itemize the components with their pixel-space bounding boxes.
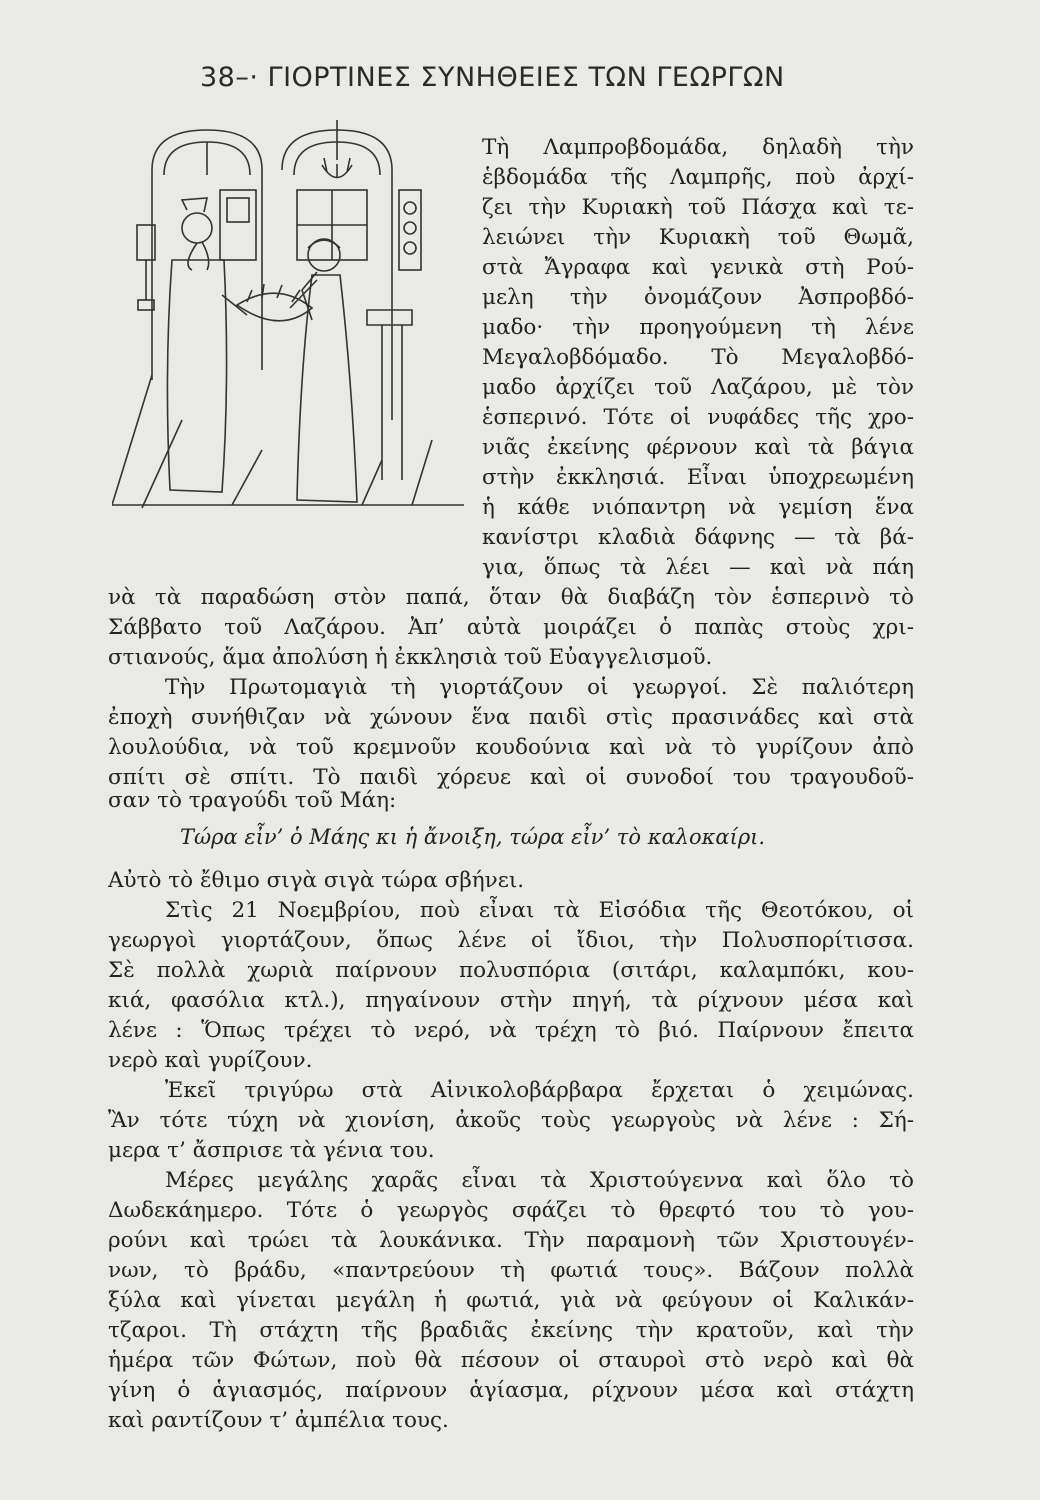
text-line: στιανούς, ἅμα ἀπολύση ἡ ἐκκλησιὰ τοῦ Εὐαγγελισμοῦ.: [108, 645, 713, 670]
text-line: λουλούδια, νὰ τοῦ κρεμνοῦν κουδούνια καὶ νὰ τὸ γυρίζουν ἀπὸ: [108, 735, 914, 760]
text-line: νων, τὸ βράδυ, «παντρεύουν τὴ φωτιά τους». Βάζουν πολλὰ: [108, 1258, 914, 1283]
text-line: Σάββατο τοῦ Λαζάρου. Ἀπ’ αὐτὰ μοιράζει ὁ παπὰς στοὺς χρι-: [108, 615, 914, 640]
text-line: Τὴ Λαμπροβδομάδα, δηλαδὴ τὴν: [482, 135, 914, 160]
text-line: Μέρες μεγάλης χαρᾶς εἶναι τὰ Χριστούγεννα καὶ ὅλο τὸ: [165, 1168, 914, 1193]
text-line: τζαροι. Τὴ στάχτη τῆς βραδιᾶς ἐκείνης τὴν κρατοῦν, καὶ τὴν: [108, 1318, 914, 1343]
text-line: ἑσπερινό. Τότε οἱ νυφάδες τῆς χρο-: [482, 405, 914, 430]
text-line: νὰ τὰ παραδώση στὸν παπά, ὅταν θὰ διαβάζη τὸν ἑσπερινὸ τὸ: [108, 585, 914, 610]
text-line: ρούνι καὶ τρώει τὰ λουκάνικα. Τὴν παραμονὴ τῶν Χριστουγέν-: [108, 1228, 914, 1253]
text-line: κιά, φασόλια κτλ.), πηγαίνουν στὴν πηγή, τὰ ρίχνουν μέσα καὶ: [108, 988, 914, 1013]
text-line: γεωργοὶ γιορτάζουν, ὅπως λένε οἱ ἴδιοι, τὴν Πολυσπορίτισσα.: [108, 928, 914, 953]
text-line: μελη τὴν ὀνομάζουν Ἀσπροβδό-: [482, 285, 914, 310]
text-line: μαδο· τὴν προηγούμενη τὴ λένε: [482, 315, 914, 340]
text-line: μαδο ἀρχίζει τοῦ Λαζάρου, μὲ τὸν: [482, 375, 914, 400]
text-line: Αὐτὸ τὸ ἔθιμο σιγὰ σιγὰ τώρα σβήνει.: [108, 868, 525, 893]
text-line: ἡμέρα τῶν Φώτων, ποὺ θὰ πέσουν οἱ σταυροὶ στὸ νερὸ καὶ θὰ: [108, 1348, 914, 1373]
text-line: σπίτι σὲ σπίτι. Τὸ παιδὶ χόρευε καὶ οἱ συνοδοί του τραγουδοῦ-: [108, 765, 914, 790]
page-header: 38–· ΓΙΟΡΤΙΝΕΣ ΣΥΝΗΘΕΙΕΣ ΤΩΝ ΓΕΩΡΓΩΝ: [200, 62, 785, 93]
text-line: ἐποχὴ συνήθιζαν νὰ χώνουν ἕνα παιδὶ στὶς πρασινάδες καὶ στὰ: [108, 705, 914, 730]
text-line: λένε : Ὅπως τρέχει τὸ νερό, νὰ τρέχη τὸ βιό. Παίρνουν ἔπειτα: [108, 1018, 914, 1043]
text-line: ἑβδομάδα τῆς Λαμπρῆς, ποὺ ἀρχί-: [482, 165, 914, 190]
text-line: νερὸ καὶ γυρίζουν.: [108, 1048, 313, 1073]
text-line: Στὶς 21 Νοεμβρίου, ποὺ εἶναι τὰ Εἰσόδια τῆς Θεοτόκου, οἱ: [165, 898, 914, 923]
text-line: Σὲ πολλὰ χωριὰ παίρνουν πολυσπόρια (σιτάρι, καλαμπόκι, κου-: [108, 958, 914, 983]
text-line: Τὴν Πρωτομαγιὰ τὴ γιορτάζουν οἱ γεωργοί. Σὲ παλιότερη: [165, 675, 914, 700]
text-line: κανίστρι κλαδιὰ δάφνης — τὰ βά-: [482, 525, 914, 550]
verse-quote: Τώρα εἶν’ ὁ Μάης κι ἡ ἄνοιξη, τώρα εἶν’ τὸ καλοκαίρι.: [180, 825, 766, 849]
text-line: ἡ κάθε νιόπαντρη νὰ γεμίση ἕνα: [482, 495, 914, 520]
text-line: μερα τ’ ἄσπρισε τὰ γένια του.: [108, 1138, 435, 1163]
text-line: ζει τὴν Κυριακὴ τοῦ Πάσχα καὶ τε-: [482, 195, 914, 220]
text-line: Ἐκεῖ τριγύρω στὰ Αἰνικολοβάρβαρα ἔρχεται ὁ χειμώνας.: [165, 1078, 914, 1103]
text-line: Δωδεκάημερο. Τότε ὁ γεωργὸς σφάζει τὸ θρεφτό του τὸ γου-: [108, 1198, 914, 1223]
text-line: λειώνει τὴν Κυριακὴ τοῦ Θωμᾶ,: [482, 225, 914, 250]
church-illustration: [112, 120, 464, 510]
text-line: στὰ Ἄγραφα καὶ γενικὰ στὴ Ρού-: [482, 255, 914, 280]
text-line: Ἂν τότε τύχη νὰ χιονίση, ἀκοῦς τοὺς γεωργοὺς νὰ λένε : Σή-: [108, 1108, 914, 1133]
text-line: γίνη ὁ ἁγιασμός, παίρνουν ἁγίασμα, ρίχνουν μέσα καὶ στάχτη: [108, 1378, 914, 1403]
text-line: σαν τὸ τραγούδι τοῦ Μάη:: [108, 788, 397, 813]
text-line: στὴν ἐκκλησιά. Εἶναι ὑποχρεωμένη: [482, 465, 914, 490]
text-line: νιᾶς ἐκείνης φέρνουν καὶ τὰ βάγια: [482, 435, 914, 460]
text-line: καὶ ραντίζουν τ’ ἀμπέλια τους.: [108, 1408, 449, 1433]
text-line: ξύλα καὶ γίνεται μεγάλη ἡ φωτιά, γιὰ νὰ φεύγουν οἱ Καλικάν-: [108, 1288, 914, 1313]
text-line: για, ὅπως τὰ λέει — καὶ νὰ πάη: [482, 555, 914, 580]
text-line: Μεγαλοβδόμαδο. Τὸ Μεγαλοβδό-: [482, 345, 914, 370]
